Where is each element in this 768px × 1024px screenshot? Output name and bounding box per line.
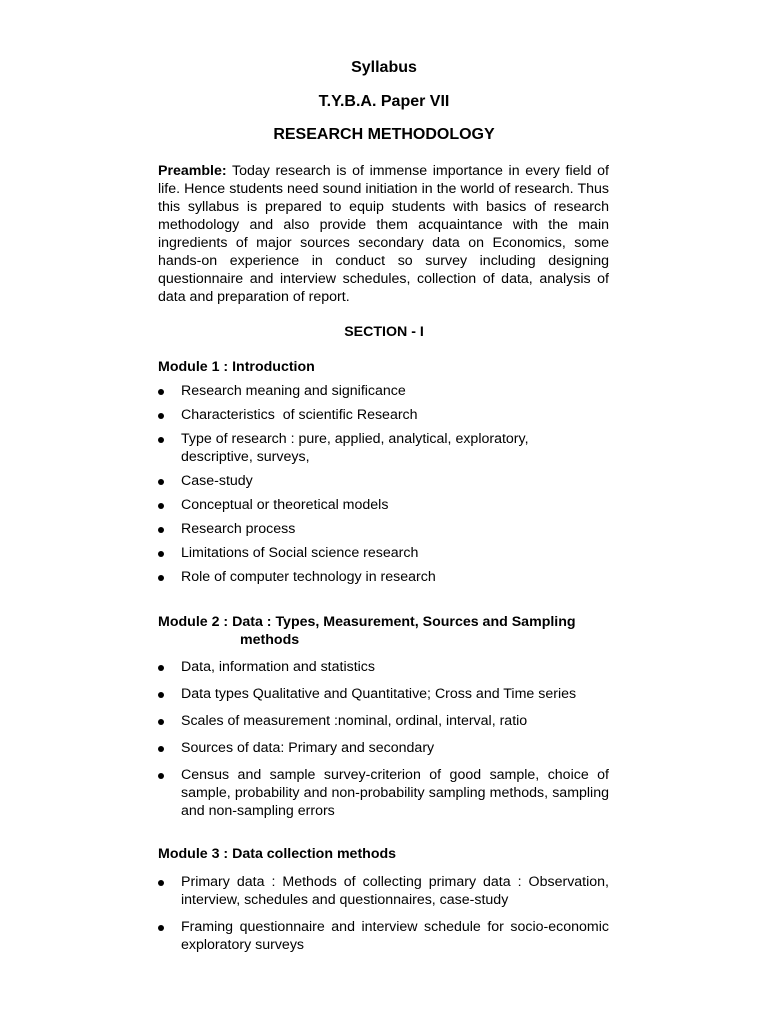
list-item-text: Framing questionnaire and interview schedule for socio-economic exploratory surveys xyxy=(181,919,609,953)
list-item-text: Type of research : pure, applied, analytical, exploratory, descriptive, surveys, xyxy=(181,431,529,465)
list-item-text: Sources of data: Primary and secondary xyxy=(181,740,435,756)
list-item xyxy=(158,496,609,514)
preamble-label: Preamble: xyxy=(158,163,227,179)
list-item xyxy=(158,568,609,586)
module-heading-text: Module 3 : Data collection methods xyxy=(158,846,397,862)
list-item xyxy=(158,544,609,562)
list-item xyxy=(158,766,609,820)
bullet-icon xyxy=(158,746,164,752)
bullet-icon xyxy=(158,437,164,443)
list-item xyxy=(158,685,609,703)
module-2-list xyxy=(158,658,609,829)
bullet-icon xyxy=(158,389,164,395)
list-item-text: Role of computer technology in research xyxy=(181,569,436,585)
list-item-text: Research meaning and significance xyxy=(181,383,406,399)
bullet-icon xyxy=(158,692,164,698)
list-item xyxy=(158,918,609,954)
list-item xyxy=(158,520,609,538)
module-heading-text: Module 2 : Data : Types, Measurement, Sources and Sampling xyxy=(158,614,576,630)
course-title: T.Y.B.A. Paper VII xyxy=(318,93,450,110)
bullet-icon xyxy=(158,413,164,419)
list-item xyxy=(158,472,609,490)
module-3-heading xyxy=(158,845,609,863)
list-item-text: Data types Qualitative and Quantitative; Cross and Time series xyxy=(181,686,577,702)
preamble-paragraph xyxy=(158,162,609,306)
list-item-text: Research process xyxy=(181,521,296,537)
list-item xyxy=(158,739,609,757)
list-item-text: Limitations of Social science research xyxy=(181,545,419,561)
list-item xyxy=(158,873,609,909)
module-1-list xyxy=(158,382,609,592)
bullet-icon xyxy=(158,575,164,581)
list-item-text: Case-study xyxy=(181,473,253,489)
syllabus-title: Syllabus xyxy=(351,59,417,76)
bullet-icon xyxy=(158,479,164,485)
module-1-heading xyxy=(158,358,609,376)
bullet-icon xyxy=(158,527,164,533)
list-item xyxy=(158,430,609,466)
list-item-text: Primary data : Methods of collecting primary data : Observation, interview, schedules and questionnaires, case-study xyxy=(181,874,609,908)
list-item xyxy=(158,712,609,730)
module-heading-text: Module 1 : Introduction xyxy=(158,359,315,375)
module-heading-continuation: methods xyxy=(240,632,300,648)
bullet-icon xyxy=(158,665,164,671)
list-item-text: Characteristics of scientific Research xyxy=(181,407,418,423)
bullet-icon xyxy=(158,719,164,725)
section-heading: SECTION - I xyxy=(344,324,424,340)
preamble-text: Today research is of immense importance in every field of life. Hence students need sound initiation in the world of research. Thus this syllabus is prepared to equip students with basics of research methodology and also provide them acquaintance with the main ingredients of major sources secondary data on Economics, some hands-on experience in conduct so survey including designing questionnaire and interview schedules, collection of data, analysis of data and preparation of report. xyxy=(158,163,609,305)
list-item xyxy=(158,382,609,400)
subject-title: RESEARCH METHODOLOGY xyxy=(273,126,495,143)
list-item xyxy=(158,406,609,424)
bullet-icon xyxy=(158,925,164,931)
bullet-icon xyxy=(158,773,164,779)
list-item-text: Scales of measurement :nominal, ordinal, interval, ratio xyxy=(181,713,528,729)
bullet-icon xyxy=(158,503,164,509)
list-item-text: Conceptual or theoretical models xyxy=(181,497,389,513)
module-3-list xyxy=(158,873,609,963)
list-item-text: Census and sample survey-criterion of good sample, choice of sample, probability and non-probability sampling methods, sampling and non-sampling errors xyxy=(181,767,609,819)
bullet-icon xyxy=(158,551,164,557)
module-2-heading xyxy=(158,613,609,649)
list-item-text: Data, information and statistics xyxy=(181,659,375,675)
list-item xyxy=(158,658,609,676)
bullet-icon xyxy=(158,880,164,886)
